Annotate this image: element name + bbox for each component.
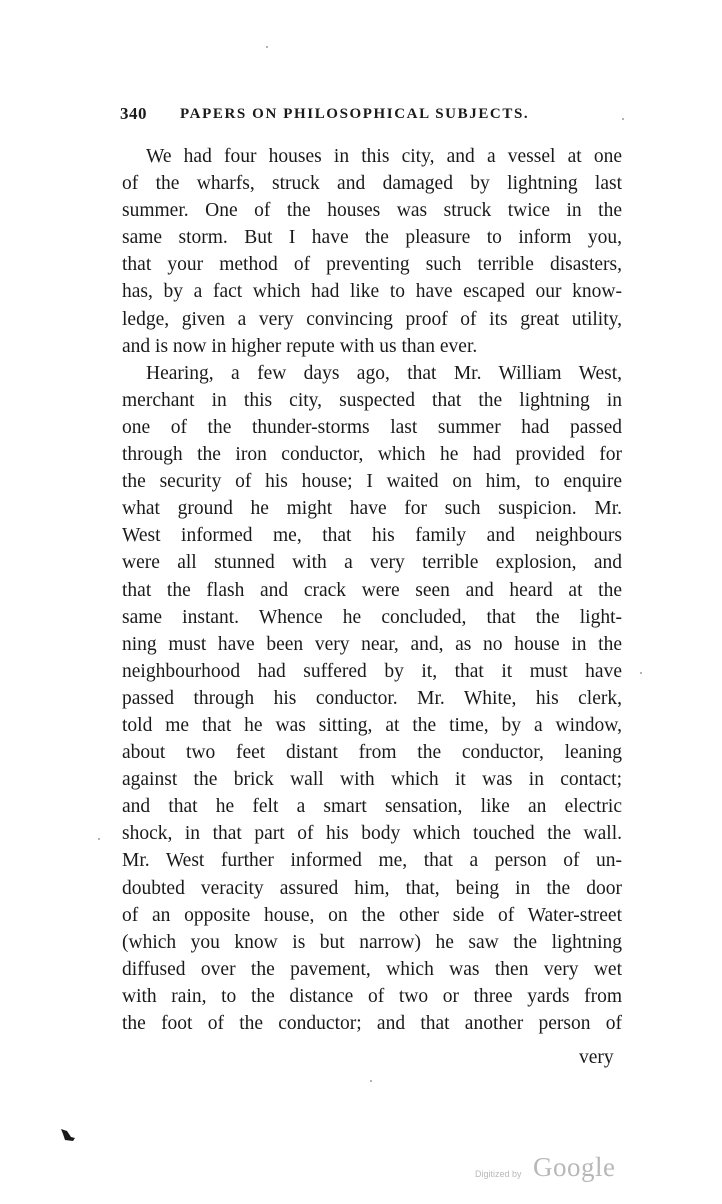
- text-line: same instant. Whence he concluded, that the light-: [122, 606, 622, 628]
- digitized-watermark: [475, 1150, 635, 1190]
- text-line: passed through his conductor. Mr. White, his clerk,: [122, 687, 622, 709]
- catchword: very: [579, 1047, 614, 1068]
- text-line: has, by a fact which had like to have escaped our know-: [122, 281, 622, 303]
- text-line: Mr. West further informed me, that a person of un-: [122, 850, 622, 872]
- text-line: summer. One of the houses was struck twice in the: [122, 200, 622, 222]
- corner-mark-icon: [60, 1128, 76, 1142]
- text-line: of the wharfs, struck and damaged by lightning last: [122, 173, 622, 195]
- running-head: [120, 104, 630, 128]
- text-line: ledge, given a very convincing proof of its great utility,: [122, 308, 622, 330]
- text-line: same storm. But I have the pleasure to inform you,: [122, 227, 622, 249]
- paper-speck: [98, 838, 100, 840]
- watermark-prefix: Digitized by: [475, 1169, 522, 1179]
- paper-speck: [266, 46, 268, 48]
- text-line: what ground he might have for such suspicion. Mr.: [122, 498, 622, 520]
- text-line: told me that he was sitting, at the time, by a window,: [122, 714, 622, 736]
- text-line: that your method of preventing such terrible disasters,: [122, 254, 622, 276]
- text-line: about two feet distant from the conductor, leaning: [122, 742, 622, 764]
- text-line: with rain, to the distance of two or three yards from: [122, 985, 622, 1007]
- text-line: diffused over the pavement, which was then very wet: [122, 958, 622, 980]
- text-line: shock, in that part of his body which touched the wall.: [122, 823, 622, 845]
- text-line: doubted veracity assured him, that, being in the door: [122, 877, 622, 899]
- text-line: West informed me, that his family and neighbours: [122, 525, 622, 547]
- watermark-brand: Google: [533, 1152, 616, 1182]
- text-line: ning must have been very near, and, as no house in the: [122, 633, 622, 655]
- text-line: (which you know is but narrow) he saw the lightning: [122, 931, 622, 953]
- text-line: the security of his house; I waited on him, to enquire: [122, 471, 622, 493]
- text-line: one of the thunder-storms last summer had passed: [122, 416, 622, 438]
- text-line: neighbourhood had suffered by it, that it must have: [122, 660, 622, 682]
- running-title: PAPERS ON PHILOSOPHICAL SUBJECTS.: [180, 106, 530, 122]
- text-line: Hearing, a few days ago, that Mr. William West,: [146, 362, 622, 384]
- text-line: that the flash and crack were seen and heard at the: [122, 579, 622, 601]
- text-line: were all stunned with a very terrible explosion, and: [122, 552, 622, 574]
- text-line: merchant in this city, suspected that the lightning in: [122, 389, 622, 411]
- text-line: against the brick wall with which it was in contact;: [122, 769, 622, 791]
- paper-speck: [370, 1080, 372, 1082]
- text-line: through the iron conductor, which he had provided for: [122, 444, 622, 466]
- paper-speck: [640, 672, 642, 674]
- paper-speck: [622, 118, 624, 120]
- text-line: of an opposite house, on the other side of Water-street: [122, 904, 622, 926]
- text-line: We had four houses in this city, and a vessel at one: [146, 146, 622, 167]
- text-line: and that he felt a smart sensation, like an electric: [122, 796, 622, 818]
- page-number: 340: [120, 104, 147, 123]
- text-line: and is now in higher repute with us than ever.: [122, 335, 478, 357]
- body-text: [122, 143, 622, 1037]
- text-line: the foot of the conductor; and that another person of: [122, 1013, 622, 1034]
